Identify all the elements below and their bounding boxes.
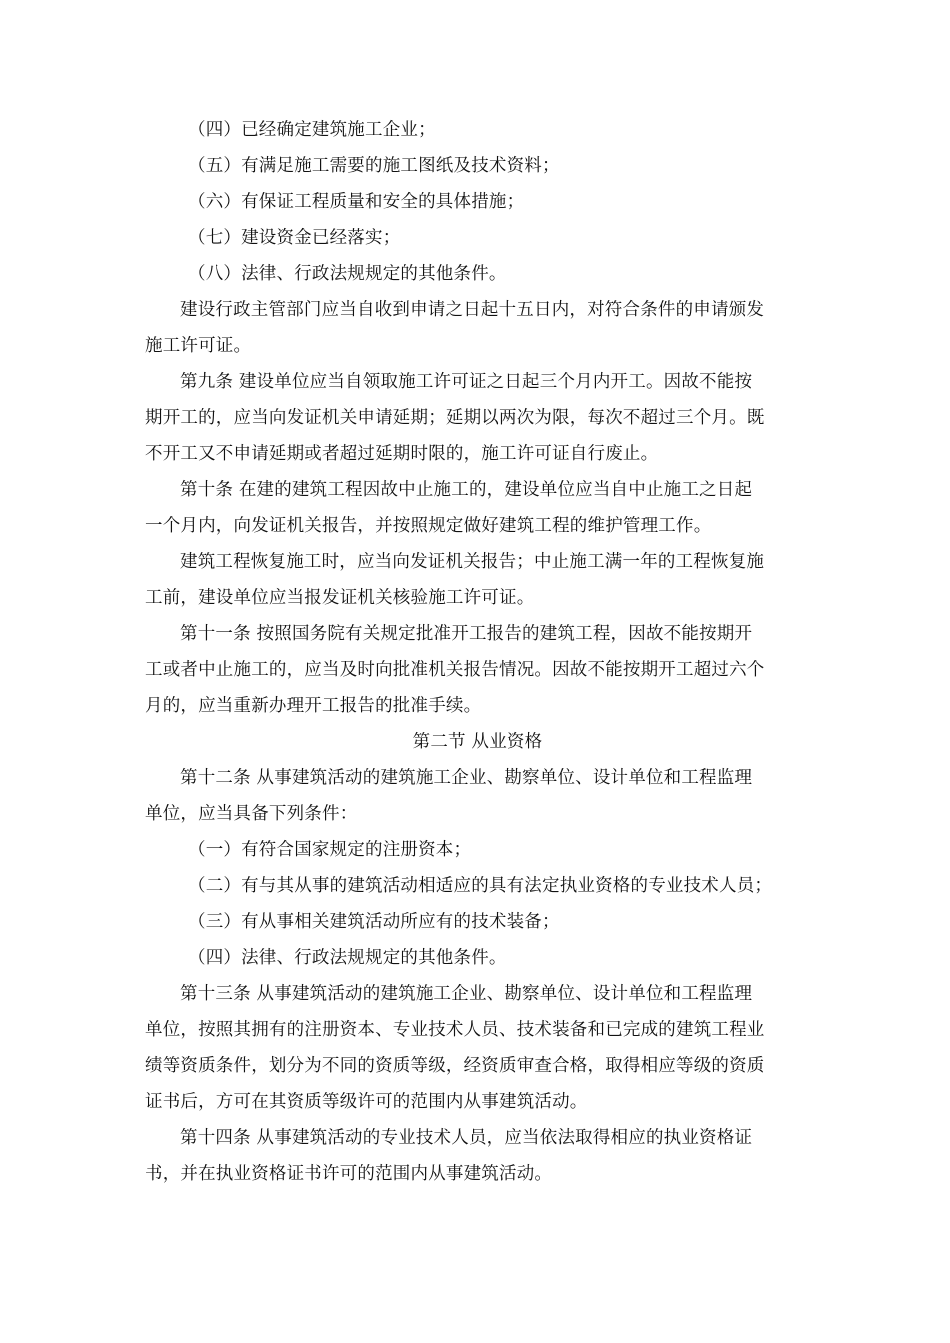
paragraph-line: 第十四条 从事建筑活动的专业技术人员，应当依法取得相应的执业资格证 — [180, 1128, 753, 1148]
article-9 — [145, 364, 810, 472]
paragraph-line: 第十二条 从事建筑活动的建筑施工企业、勘察单位、设计单位和工程监理 — [180, 768, 753, 788]
paragraph-line: 单位，应当具备下列条件： — [145, 804, 358, 824]
paragraph-line: 书，并在执业资格证书许可的范围内从事建筑活动。 — [145, 1164, 553, 1184]
paragraph-line: 不开工又不申请延期或者超过延期时限的，施工许可证自行废止。 — [145, 444, 659, 464]
list-item: （四）法律、行政法规规定的其他条件。 — [188, 948, 507, 968]
paragraph-line: 期开工的，应当向发证机关申请延期；延期以两次为限，每次不超过三个月。既 — [145, 408, 765, 428]
paragraph-line: 第九条 建设单位应当自领取施工许可证之日起三个月内开工。因故不能按 — [180, 372, 753, 392]
paragraph-line: 单位，按照其拥有的注册资本、专业技术人员、技术装备和已完成的建筑工程业 — [145, 1020, 765, 1040]
paragraph-line: 工前，建设单位应当报发证机关核验施工许可证。 — [145, 588, 535, 608]
qualification-conditions-list — [145, 832, 810, 976]
section-title: 第二节 从业资格 — [412, 732, 543, 752]
paragraph-line: 证书后，方可在其资质等级许可的范围内从事建筑活动。 — [145, 1092, 588, 1112]
list-item: （七）建设资金已经落实； — [188, 228, 401, 248]
list-item: （一）有符合国家规定的注册资本； — [188, 840, 472, 860]
article-10 — [145, 472, 810, 544]
article-12 — [145, 760, 810, 832]
construction-conditions-list — [145, 112, 810, 292]
paragraph-line: 建筑工程恢复施工时，应当向发证机关报告；中止施工满一年的工程恢复施 — [180, 552, 765, 572]
article-11 — [145, 616, 810, 724]
list-item: （三）有从事相关建筑活动所应有的技术装备； — [188, 912, 560, 932]
paragraph-line: 绩等资质条件，划分为不同的资质等级，经资质审查合格，取得相应等级的资质 — [145, 1056, 765, 1076]
paragraph-line: 一个月内，向发证机关报告，并按照规定做好建筑工程的维护管理工作。 — [145, 516, 712, 536]
list-item: （六）有保证工程质量和安全的具体措施； — [188, 192, 525, 212]
paragraph-line: 第十一条 按照国务院有关规定批准开工报告的建筑工程，因故不能按期开 — [180, 624, 753, 644]
paragraph-line: 施工许可证。 — [145, 336, 252, 356]
resume-paragraph — [145, 544, 810, 616]
paragraph-line: 月的，应当重新办理开工报告的批准手续。 — [145, 696, 482, 716]
list-item: （五）有满足施工需要的施工图纸及技术资料； — [188, 156, 560, 176]
list-item: （八）法律、行政法规规定的其他条件。 — [188, 264, 507, 284]
list-item: （二）有与其从事的建筑活动相适应的具有法定执业资格的专业技术人员； — [188, 876, 773, 896]
article-14 — [145, 1120, 810, 1192]
list-item: （四）已经确定建筑施工企业； — [188, 120, 436, 140]
review-paragraph — [145, 292, 810, 364]
paragraph-line: 工或者中止施工的，应当及时向批准机关报告情况。因故不能按期开工超过六个 — [145, 660, 765, 680]
article-13 — [145, 976, 810, 1120]
paragraph-line: 第十条 在建的建筑工程因故中止施工的，建设单位应当自中止施工之日起 — [180, 480, 753, 500]
document-page — [145, 112, 810, 1192]
paragraph-line: 建设行政主管部门应当自收到申请之日起十五日内，对符合条件的申请颁发 — [180, 300, 765, 320]
paragraph-line: 第十三条 从事建筑活动的建筑施工企业、勘察单位、设计单位和工程监理 — [180, 984, 753, 1004]
